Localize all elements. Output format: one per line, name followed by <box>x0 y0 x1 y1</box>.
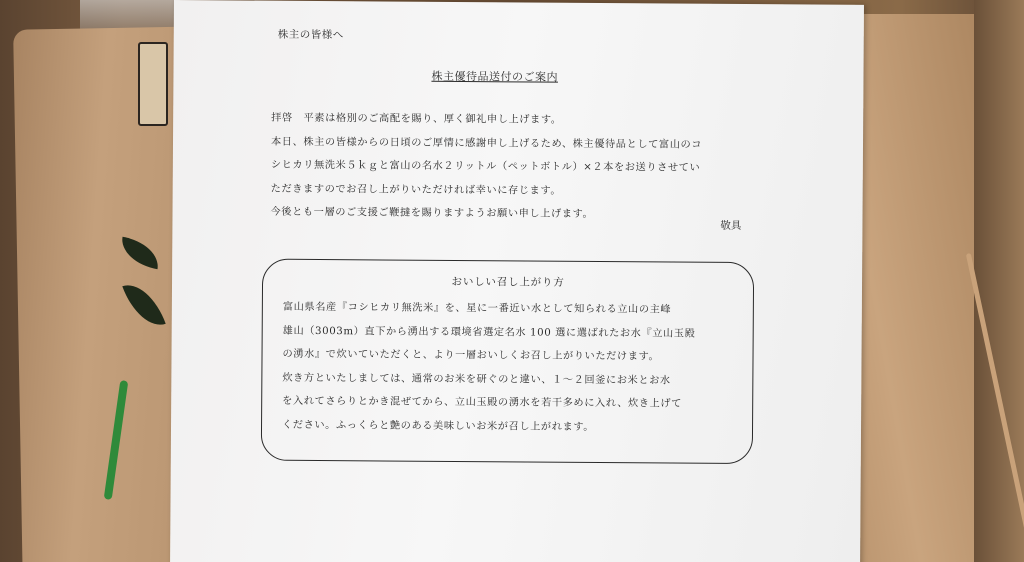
bag-stamp-icon <box>138 42 168 126</box>
tips-title: おいしい召し上がり方 <box>451 275 565 289</box>
tips-line: 雄山（3003m）直下から湧出する環境省選定名水 100 選に選ばれたお水『立山玉殿 <box>282 325 696 340</box>
body-line: シヒカリ無洗米５ｋｇと富山の名水２リットル（ペットボトル）×２本をお送りさせてい <box>270 159 701 174</box>
letter-sheet <box>170 0 864 562</box>
body-line: 本日、株主の皆様からの日頃のご厚情に感謝申し上げるため、株主優待品として富山のコ <box>270 136 703 151</box>
tips-line: を入れてさらりとかき混ぜてから、立山玉殿の湧水を若干多めに入れ、炊き上げて <box>282 396 682 410</box>
body-line: 拝啓 平素は格別のご高配を賜り、厚く御礼申し上げます。 <box>271 112 562 126</box>
body-line: 今後とも一層のご支援ご鞭撻を賜りますようお願い申し上げます。 <box>270 206 594 220</box>
addressee: 株主の皆様へ <box>277 28 344 42</box>
letter-body <box>270 107 751 228</box>
tips-line: の湧水』で炊いていただくと、より一層おいしくお召し上がりいただけます。 <box>282 348 660 363</box>
tips-line: 炊き方といたしましては、通常のお米を研ぐのと違い、１～２回釜にお米とお水 <box>282 372 671 387</box>
tips-body <box>282 296 743 441</box>
tips-line: 富山県名産『コシヒカリ無洗米』を、星に一番近い水として知られる立山の主峰 <box>282 301 672 316</box>
closing-salutation: 敬具 <box>720 219 742 232</box>
cooking-tips-box <box>261 259 754 464</box>
tips-line: ください。ふっくらと艶のある美味しいお米が召し上がれます。 <box>281 419 595 433</box>
document-title: 株主優待品送付のご案内 <box>431 69 559 84</box>
body-line: ただきますのでお召し上がりいただければ幸いに存じます。 <box>270 183 562 197</box>
